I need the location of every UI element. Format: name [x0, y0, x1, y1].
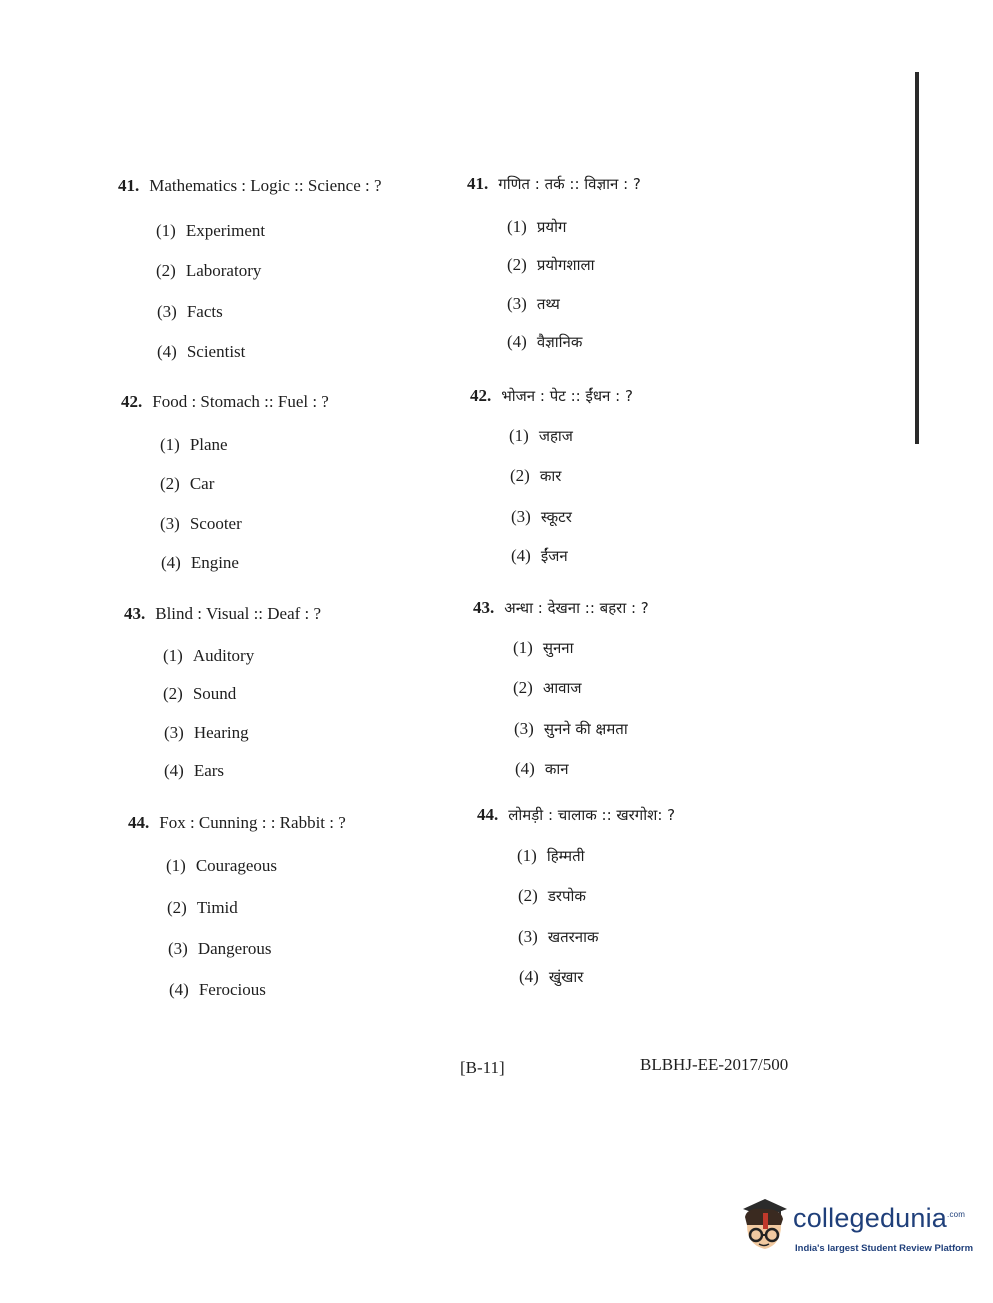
option — [157, 342, 245, 362]
option-text: Facts — [186, 302, 223, 321]
question-number: 44. — [128, 813, 150, 832]
mascot-icon — [735, 1195, 791, 1257]
question-42-en — [121, 392, 329, 412]
option-number: (2) — [518, 886, 538, 905]
option-text: खुंखार — [548, 968, 584, 986]
question-number: 44. — [477, 805, 499, 824]
question-text: Mathematics : Logic :: Science : ? — [149, 176, 382, 195]
option — [167, 898, 238, 918]
option-number: (2) — [513, 678, 533, 697]
question-number: 43. — [473, 598, 495, 617]
option — [166, 856, 277, 876]
booklet-code: BLBHJ-EE-2017/500 — [640, 1055, 789, 1074]
option — [511, 507, 572, 527]
option — [513, 678, 582, 698]
option-text: ईंजन — [540, 547, 568, 565]
option-number: (1) — [160, 435, 180, 454]
option-text: वैज्ञानिक — [536, 333, 583, 351]
option-text: Timid — [196, 898, 238, 917]
option-number: (3) — [164, 723, 184, 742]
option — [517, 846, 585, 866]
option-text: जहाज — [538, 427, 573, 445]
option-number: (2) — [510, 466, 530, 485]
option-number: (3) — [511, 507, 531, 526]
logo-name: collegedunia — [793, 1203, 948, 1233]
option-number: (2) — [156, 261, 176, 280]
option-number: (4) — [161, 553, 181, 572]
question-44-en — [128, 813, 346, 833]
option-number: (3) — [168, 939, 188, 958]
option — [160, 474, 214, 494]
option — [519, 967, 583, 987]
option-text: खतरनाक — [547, 928, 599, 946]
option-number: (3) — [507, 294, 527, 313]
option-text: Plane — [189, 435, 228, 454]
option-number: (3) — [514, 719, 534, 738]
option-number: (4) — [164, 761, 184, 780]
option — [509, 426, 573, 446]
option — [168, 939, 271, 959]
option-text: सुनने की क्षमता — [543, 720, 628, 738]
option — [163, 646, 254, 666]
option-text: कान — [544, 760, 569, 778]
logo-wordmark — [793, 1203, 965, 1234]
option-number: (2) — [507, 255, 527, 274]
question-41-en — [118, 176, 382, 196]
option-text: Hearing — [193, 723, 249, 742]
option — [518, 886, 586, 906]
question-43-en — [124, 604, 321, 624]
question-43-hi — [473, 598, 649, 618]
option — [160, 435, 228, 455]
option-text: सुनना — [542, 639, 574, 657]
option-text: Scooter — [189, 514, 242, 533]
option-number: (1) — [156, 221, 176, 240]
logo-suffix: .com — [947, 1210, 966, 1219]
option-text: Car — [189, 474, 215, 493]
option-text: Engine — [190, 553, 239, 572]
question-text: गणित : तर्क :: विज्ञान : ? — [498, 175, 641, 193]
option-text: आवाज — [542, 679, 582, 697]
question-text: अन्धा : देखना :: बहरा : ? — [504, 599, 649, 617]
option — [163, 684, 236, 704]
option-number: (4) — [507, 332, 527, 351]
option — [156, 261, 261, 281]
option-text: Dangerous — [197, 939, 272, 958]
option-number: (2) — [163, 684, 183, 703]
option-number: (2) — [160, 474, 180, 493]
question-number: 43. — [124, 604, 146, 623]
question-41-hi — [467, 174, 641, 194]
option — [156, 221, 265, 241]
option-number: (1) — [163, 646, 183, 665]
option-text: Auditory — [192, 646, 255, 665]
option-number: (1) — [507, 217, 527, 236]
option-number: (3) — [160, 514, 180, 533]
option-number: (4) — [515, 759, 535, 778]
scan-edge-line — [915, 72, 919, 444]
option-text: प्रयोगशाला — [536, 256, 595, 274]
option-text: Ferocious — [198, 980, 266, 999]
option-number: (3) — [518, 927, 538, 946]
question-text: लोमड़ी : चालाक :: खरगोश: ? — [508, 806, 676, 824]
option — [518, 927, 599, 947]
option-text: Laboratory — [185, 261, 262, 280]
question-number: 42. — [470, 386, 492, 405]
option-text: Scientist — [186, 342, 246, 361]
page-number: [B-11] — [460, 1058, 505, 1077]
collegedunia-logo — [735, 1195, 974, 1265]
question-text: Food : Stomach :: Fuel : ? — [152, 392, 329, 411]
option — [157, 302, 223, 322]
logo-tagline: India's largest Student Review Platform — [795, 1243, 974, 1254]
option-text: Courageous — [195, 856, 278, 875]
option — [515, 759, 569, 779]
option-number: (4) — [519, 967, 539, 986]
option-text: डरपोक — [547, 887, 586, 905]
option-number: (1) — [517, 846, 537, 865]
option-number: (4) — [157, 342, 177, 361]
question-text: भोजन : पेट :: ईंधन : ? — [501, 387, 633, 405]
option — [164, 761, 224, 781]
option-number: (1) — [509, 426, 529, 445]
option-text: प्रयोग — [536, 218, 567, 236]
option-text: हिम्मती — [546, 847, 585, 865]
option — [507, 332, 582, 352]
question-number: 42. — [121, 392, 143, 411]
option — [514, 719, 628, 739]
option-number: (1) — [166, 856, 186, 875]
question-text: Fox : Cunning : : Rabbit : ? — [159, 813, 346, 832]
option — [507, 294, 560, 314]
question-number: 41. — [467, 174, 489, 193]
question-number: 41. — [118, 176, 140, 195]
option — [164, 723, 249, 743]
option — [511, 546, 568, 566]
option-text: Sound — [192, 684, 237, 703]
option-text: तथ्य — [536, 295, 560, 313]
option — [169, 980, 266, 1000]
option-text: कार — [539, 467, 562, 485]
option-number: (2) — [167, 898, 187, 917]
option-number: (3) — [157, 302, 177, 321]
option — [507, 217, 566, 237]
question-42-hi — [470, 386, 633, 406]
option-number: (4) — [169, 980, 189, 999]
option — [513, 638, 574, 658]
option — [507, 255, 595, 275]
option-text: Experiment — [185, 221, 266, 240]
option-text: Ears — [193, 761, 225, 780]
option-number: (1) — [513, 638, 533, 657]
option-number: (4) — [511, 546, 531, 565]
question-text: Blind : Visual :: Deaf : ? — [155, 604, 322, 623]
option — [160, 514, 242, 534]
option-text: स्कूटर — [540, 508, 572, 526]
option — [161, 553, 239, 573]
option — [510, 466, 561, 486]
question-44-hi — [477, 805, 675, 825]
